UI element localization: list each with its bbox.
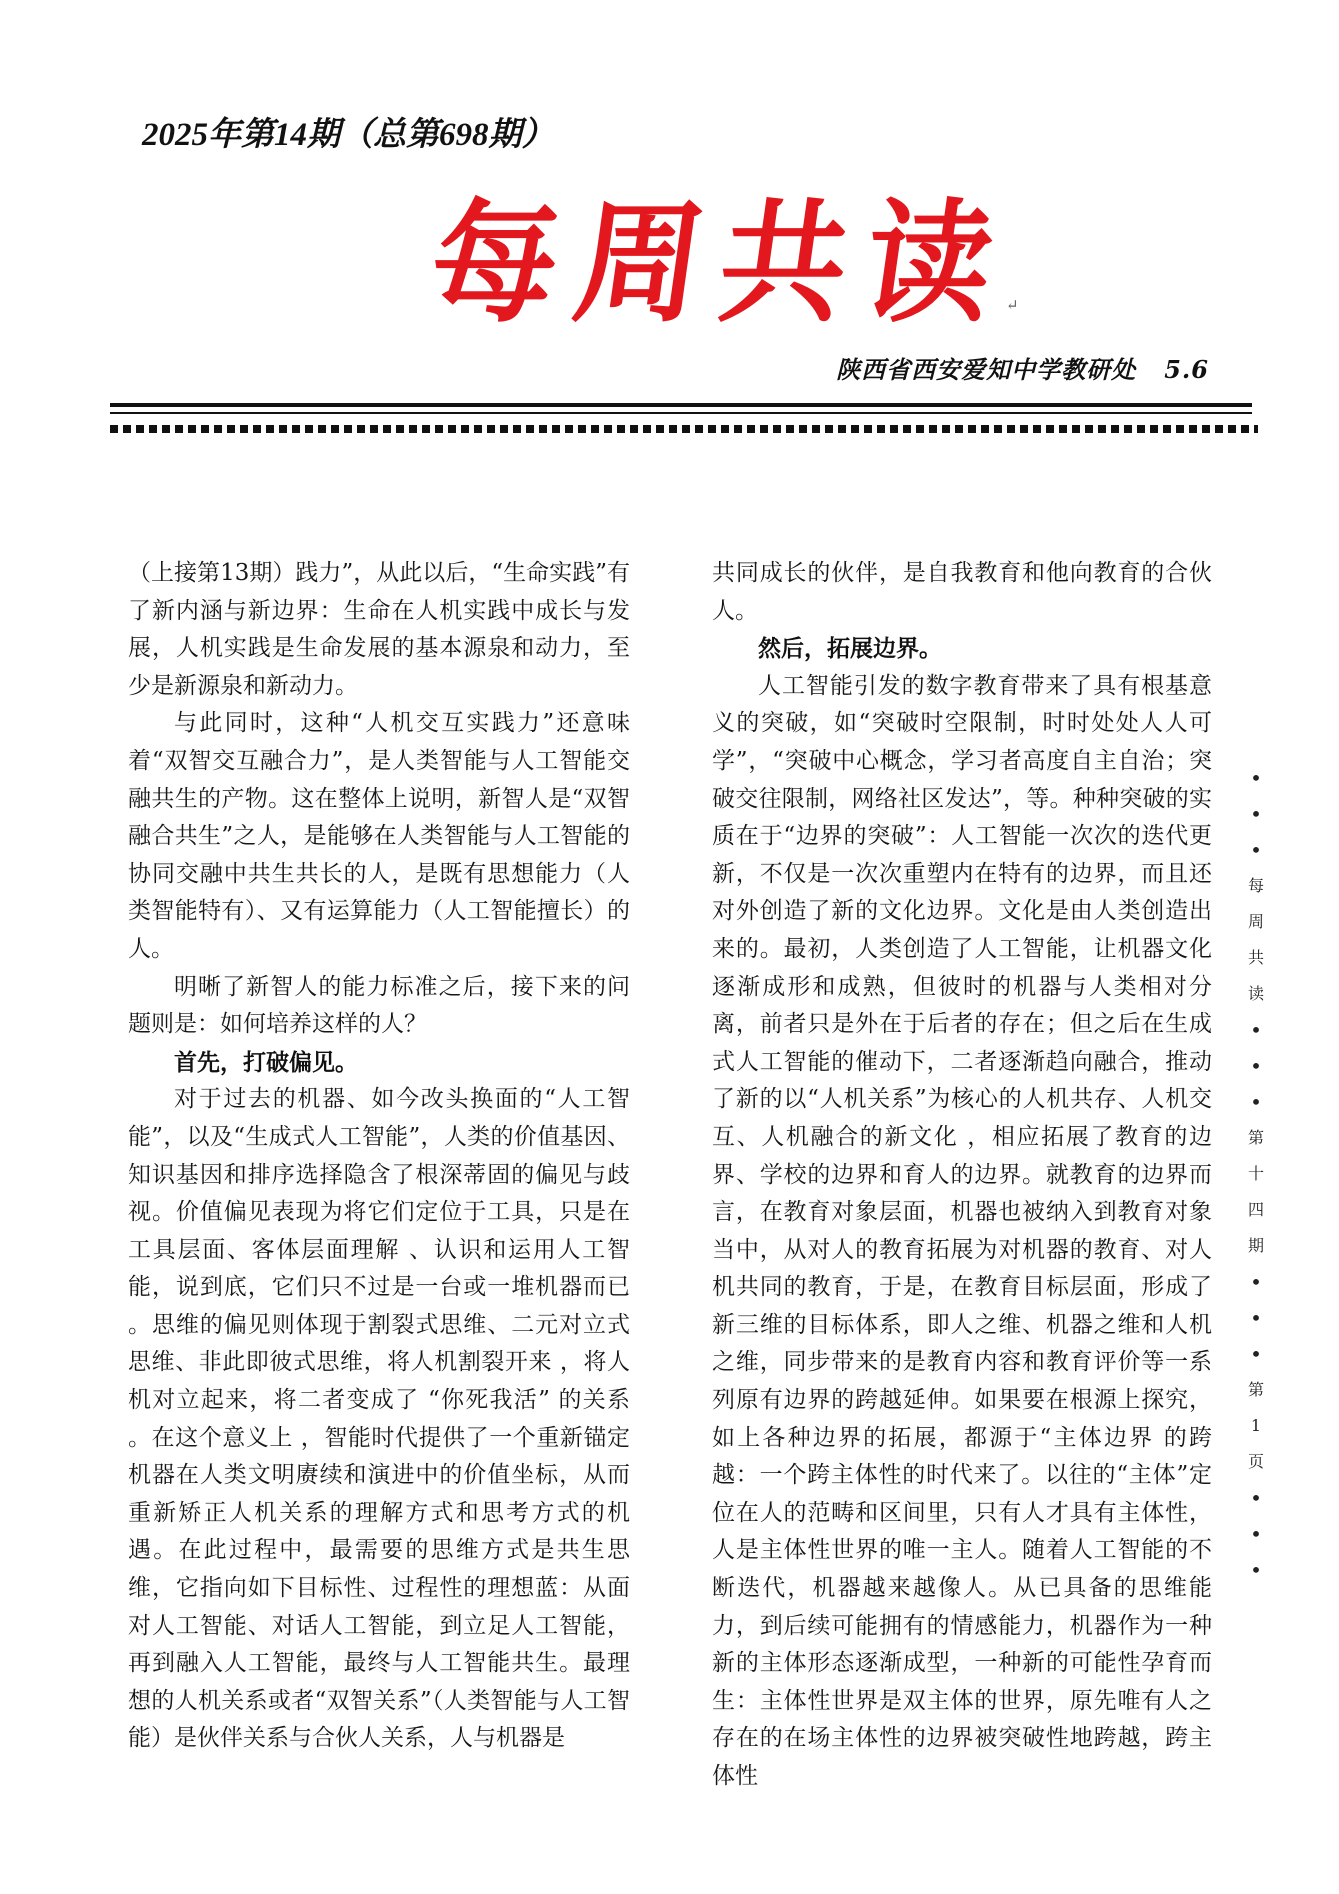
- body-paragraph: （上接第13期）践力”，从此以后，“生命实践”有了新内涵与新边界：生命在人机实践中成长与发展，人机实践是生命发展的基本源泉和动力，至少是新源泉和新动力。: [128, 560, 630, 699]
- side-char: 第: [1247, 1128, 1264, 1147]
- side-char: 1: [1250, 1416, 1262, 1435]
- side-dot: •: [1250, 1090, 1262, 1114]
- body-paragraph: 共同成长的伙伴，是自我教育和他向教育的合伙人。: [712, 560, 1212, 624]
- publisher-line: 陕西省西安爱知中学教研处 5.6: [836, 355, 1209, 384]
- return-mark: ↵: [1006, 296, 1019, 314]
- header-rule-thin: [110, 412, 1252, 414]
- masthead-title: [421, 185, 1003, 341]
- body-paragraph: 与此同时，这种“人机交互实践力”还意味着“双智交互融合力”，是人类智能与人工智能交融共生的产物。这在整体上说明，新智人是“双智融合共生”之人，是能够在人类智能与人工智能的协同交融中共生共长的人，是既有思想能力（人类智能特有）、又有运算能力（人工智能擅长）的人。: [128, 710, 630, 962]
- body-paragraph: 明晰了新智人的能力标准之后，接下来的问题则是：如何培养这样的人？: [128, 973, 630, 1038]
- masthead-char: 读: [855, 185, 1003, 341]
- side-dot: •: [1250, 1486, 1262, 1510]
- side-char: 读: [1247, 984, 1264, 1003]
- side-char: 页: [1247, 1452, 1264, 1471]
- side-dot: •: [1250, 802, 1262, 826]
- article-column-left: [128, 555, 630, 1758]
- side-dot: •: [1250, 1558, 1262, 1582]
- side-dot: •: [1250, 766, 1262, 790]
- article-column-right: [712, 555, 1212, 1796]
- section-heading: 然后，拓展边界。: [758, 635, 942, 663]
- side-dot: •: [1250, 1342, 1262, 1366]
- side-char: 期: [1247, 1236, 1264, 1255]
- side-dot: •: [1250, 1522, 1262, 1546]
- body-paragraph: 对于过去的机器、如今改头换面的“人工智能”，以及“生成式人工智能”，人类的价值基因、知识基因和排序选择隐含了根深蒂固的偏见与歧视。价值偏见表现为将它们定位于工具，只是在工具层面、客体层面理解 、认识和运用人工智能，说到底，它们只不过是一台或一堆机器而已 。思维的偏见则体现于割裂式思维、二元对立式思维、非此即彼式思维，将人机割裂开来 ，将人机对立起来，将二者变成了 “你死我活” 的关系 。在这个意义上 ，智能时代提供了一个重新锚定机器在人类文明赓续和演进中的价值坐标，从而重新矫正人机关系的理解方式和思考方式的机遇。在此过程中，最需要的思维方式是共生思维，它指向如下目标性、过程性的理想蓝：从面对人工智能、对话人工智能，到立足人工智能，再到融入人工智能，最终与人工智能共生。最理想的人机关系或者“双智关系”（人类智能与人工智能）是伙伴关系与合伙人关系，人与机器是: [128, 1086, 630, 1752]
- side-char: 四: [1247, 1200, 1264, 1219]
- issue-number: 2025年第14期（总第698期）: [142, 117, 555, 153]
- side-char: 共: [1247, 948, 1264, 967]
- side-dot: •: [1250, 1054, 1262, 1078]
- side-char: 每: [1247, 876, 1264, 895]
- masthead-char: 每: [421, 185, 569, 341]
- page-side-strip: [1244, 760, 1268, 1588]
- side-dot: •: [1250, 1306, 1262, 1330]
- side-dot: •: [1250, 1018, 1262, 1042]
- side-char: 第: [1247, 1380, 1264, 1399]
- section-heading: 首先，打破偏见。: [174, 1048, 358, 1076]
- body-paragraph: 人工智能引发的数字教育带来了具有根基意义的突破，如“突破时空限制，时时处处人人可学”，“突破中心概念，学习者高度自主自治；突破交往限制，网络社区发达”，等。种种突破的实质在于“边界的突破”：人工智能一次次的迭代更新，不仅是一次次重塑内在特有的边界，而且还对外创造了新的文化边界。文化是由人类创造出来的。最初，人类创造了人工智能，让机器文化逐渐成形和成熟，但彼时的机器与人类相对分离，前者只是外在于后者的存在；但之后在生成式人工智能的催动下，二者逐渐趋向融合，推动了新的以“人机关系”为核心的人机共存、人机交互、人机融合的新文化 ，相应拓展了教育的边界、学校的边界和育人的边界。就教育的边界而言，在教育对象层面，机器也被纳入到教育对象当中，从对人的教育拓展为对机器的教育、对人机共同的教育，于是，在教育目标层面，形成了新三维的目标体系，即人之维、机器之维和人机之维，同步带来的是教育内容和教育评价等一系列原有边界的跨越延伸。如果要在根源上探究，如上各种边界的拓展，都源于“主体边界 的跨越：一个跨主体性的时代来了。以往的“主体”定位在人的范畴和区间里，只有人才具有主体性，人是主体性世界的唯一主人。随着人工智能的不断迭代，机器越来越像人。从已具备的思维能力，到后续可能拥有的情感能力，机器作为一种新的主体形态逐渐成型，一种新的可能性孕育而生：主体性世界是双主体的世界，原先唯有人之存在的在场主体性的边界被突破性地跨越，跨主体性: [712, 672, 1212, 1789]
- header-rule-thick: [110, 403, 1252, 407]
- side-dot: •: [1250, 1270, 1262, 1294]
- header-rule-dotted: [110, 425, 1258, 433]
- masthead-char: 共: [710, 185, 859, 341]
- masthead-char: 周: [565, 185, 714, 341]
- side-char: 周: [1247, 912, 1264, 931]
- side-char: 十: [1247, 1164, 1264, 1183]
- side-dot: •: [1250, 838, 1262, 862]
